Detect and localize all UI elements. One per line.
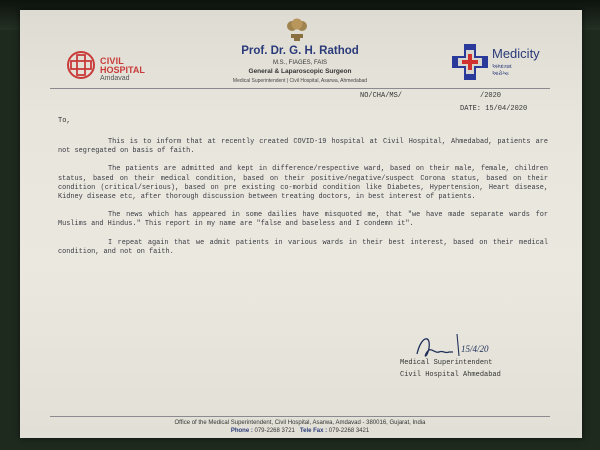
reference-year: /2020 xyxy=(480,92,502,100)
logo-text-civil: CIVIL xyxy=(100,56,125,66)
svg-text:15/4/20: 15/4/20 xyxy=(461,344,489,354)
letter-date: DATE: 15/04/2020 xyxy=(460,105,528,113)
signatory-organization: Civil Hospital Ahmedabad xyxy=(400,371,501,379)
logo-text-hospital: HOSPITAL xyxy=(100,65,145,75)
fax-label: Tele Fax : xyxy=(299,428,328,434)
medicity-logo xyxy=(450,42,560,92)
paragraph-2: The patients are admitted and kept in difference/respective ward, based on their male, female, children status, based on their medical condition, based on their positive/negative/suspect Corona status, based on their condition (critical/serious), based on pre existing co-morbid condition like Diabetes, Hypertension, Heart disease, Kidney disease etc, after thorough discussion between treating doctors, in best interest of patients. xyxy=(58,165,548,202)
paragraph-4: I repeat again that we admit patients in various wards in their best interest, based on their medical condition, and not on faith. xyxy=(58,238,548,256)
paragraph-3: The news which has appeared in some dailies have misquoted me, that "we have made separate wards for Muslims and Hindus." This report in my name are "false and baseless and I condemn it". xyxy=(58,211,548,229)
doctor-name: Prof. Dr. G. H. Rathod xyxy=(241,45,359,57)
paragraph-1: This is to inform that at recently created COVID-19 hospital at Civil Hospital, Ahmedabad, patients are not segregated on basis of faith. xyxy=(58,138,548,156)
medicity-title: Medicity xyxy=(492,46,540,61)
national-emblem-icon xyxy=(282,14,312,44)
letter-page xyxy=(20,10,582,438)
medicity-subtitle-1: અમદાવાદ xyxy=(492,64,512,70)
salutation: To, xyxy=(58,117,71,125)
medical-cross-icon xyxy=(66,50,96,80)
medicity-cross-icon xyxy=(450,42,490,82)
reference-number xyxy=(360,92,502,100)
signatory-title: Medical Superintendent xyxy=(400,359,493,367)
medicity-subtitle-2: આરોગ્ય xyxy=(492,71,509,77)
letter-body xyxy=(58,138,548,266)
doctor-designation: General & Laparoscopic Surgeon xyxy=(248,68,352,75)
footer-contacts xyxy=(50,428,550,434)
superintendent-line: Medical Superintendent | Civil Hospital, Asarwa, Ahmedabad xyxy=(232,78,368,84)
footer-address: Office of the Medical Superintendent, Civil Hospital, Asarwa, Amdavad - 380016, Gujarat, India xyxy=(174,420,426,426)
fax-number: 079-2268 3421 xyxy=(328,428,370,434)
header-divider xyxy=(50,88,550,89)
civil-hospital-logo xyxy=(66,50,166,90)
reference-prefix: NO/CHA/MS/ xyxy=(360,92,403,100)
logo-text-city: Amdavad xyxy=(100,75,130,82)
doctor-qualifications: M.S., FIAGES, FAIS xyxy=(272,60,327,66)
phone-label: Phone : xyxy=(230,428,253,434)
footer-divider xyxy=(50,416,550,417)
phone-number: 079-2268 3721 xyxy=(254,428,295,434)
